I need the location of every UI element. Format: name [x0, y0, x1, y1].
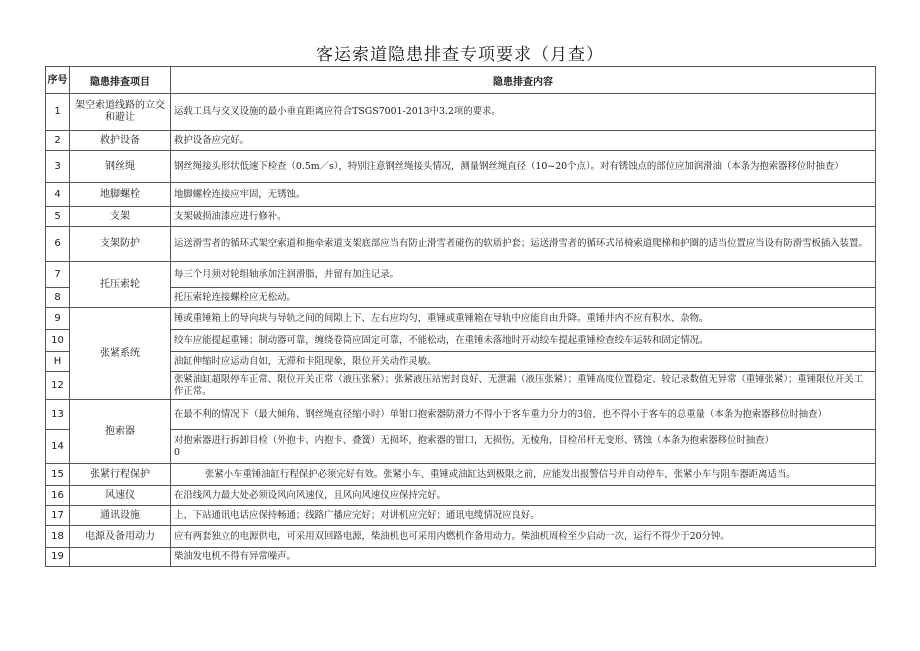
table-row: [46, 288, 876, 308]
header-content: 隐患排查内容: [171, 67, 876, 94]
row-number: 12: [46, 372, 70, 400]
row-item: 架空索道线路的立交和避让: [70, 94, 171, 131]
group-grip: 抱索器: [70, 400, 171, 464]
row-item: 支架防护: [70, 227, 171, 262]
row-content: 运载工具与交叉设施的最小垂直距离应符合TSGS7001-2013中3.2项的要求。: [171, 94, 876, 131]
table-row: [46, 352, 876, 372]
row-number: 7: [46, 262, 70, 288]
row-content: 地脚螺栓连接应牢固，无锈蚀。: [171, 183, 876, 207]
row-content: 救护设备应完好。: [171, 131, 876, 151]
row-content: 上、下站通讯电话应保持畅通；线路广播应完好；对讲机应完好；通讯电缆情况应良好。: [171, 506, 876, 526]
row-number: 3: [46, 151, 70, 183]
table-row: [46, 548, 876, 567]
row-content: 张紧小车重锤油缸行程保护必须完好有效。张紧小车、重锤或油缸达到极限之前，应能发出报警信号并自动停车，张紧小车与阻车器距离适当。: [171, 464, 876, 486]
row-number: 16: [46, 486, 70, 506]
row-number: 4: [46, 183, 70, 207]
table-row: [46, 330, 876, 352]
table-row: [46, 227, 876, 262]
row-content: 支架破损油漆应进行修补。: [171, 207, 876, 227]
row-content: 应有两套独立的电源供电，可采用双回路电源，柴油机也可采用内燃机作备用动力。柴油机周检至少启动一次，运行不得少于20分钟。: [171, 526, 876, 548]
table-row: [46, 464, 876, 486]
row-number: 6: [46, 227, 70, 262]
header-number: 序号: [46, 67, 70, 94]
row-item: 通讯设施: [70, 506, 171, 526]
inspection-table: [45, 66, 876, 567]
row-content: 每三个月须对轮组轴承加注润滑脂，并留有加注记录。: [171, 262, 876, 288]
row-item: 支架: [70, 207, 171, 227]
table-row: [46, 308, 876, 330]
row-item: [70, 548, 171, 567]
table-row: [46, 262, 876, 288]
row-number: 15: [46, 464, 70, 486]
row-number: 5: [46, 207, 70, 227]
row-number: H: [46, 352, 70, 372]
row-number: 13: [46, 400, 70, 430]
row-content: 锤或重锤箱上的导向块与导轨之间的间隙上下、左右应均匀，重锤或重锤箱在导轨中应能自由升降。重锤井内不应有积水、杂物。: [171, 308, 876, 330]
document-title: 客运索道隐患排查专项要求（月查）: [316, 45, 604, 65]
row-content: [171, 430, 876, 464]
row-number: 2: [46, 131, 70, 151]
row-item: 电源及备用动力: [70, 526, 171, 548]
row-content: 托压索轮连接螺栓应无松动。: [171, 288, 876, 308]
row-content: 运送滑雪者的循环式架空索道和拖牵索道支架底部应当有防止滑雪者碰伤的软质护套；运送滑雪者的循环式吊椅索道爬梯和护圈的适当位置应当设有防滑雪板插入装置。: [171, 227, 876, 262]
table-row: [46, 430, 876, 464]
table-header-row: [46, 67, 876, 94]
row-item: 钢丝绳: [70, 151, 171, 183]
row-content: 在最不利的情况下（最大倾角、钢丝绳直径缩小时）单钳口抱索器防滑力不得小于客车重力分力的3倍，也不得小于客车的总重量（本条为抱索器移位时抽查）: [171, 400, 876, 430]
table-row: [46, 131, 876, 151]
row-number: 14: [46, 430, 70, 464]
row-content-extra: 0: [174, 446, 180, 458]
row-number: 8: [46, 288, 70, 308]
row-content: 油缸伸缩时应运动自如，无滞和卡阻现象，限位开关动作灵敏。: [171, 352, 876, 372]
row-content: 张紧油缸超限停车正常、限位开关正常（液压张紧）；张紧液压站密封良好、无泄漏（液压张紧）；重锤高度位置稳定、较记录数值无异常（重锤张紧）；重锤限位开关工作正常。: [171, 372, 876, 400]
row-number: 1: [46, 94, 70, 131]
row-content: 钢丝绳接头形状低速下检查（0.5m／s），特别注意钢丝绳接头情况，测量钢丝绳直径（10~20个点）。对有锈蚀点的部位应加润滑油（本条为抱索器移位时抽查）: [171, 151, 876, 183]
row-number: 10: [46, 330, 70, 352]
table-row: [46, 151, 876, 183]
table-row: [46, 486, 876, 506]
table-row: [46, 94, 876, 131]
group-pressure-wheel: 托压索轮: [70, 262, 171, 308]
row-content: 绞车应能提起重锤；制动器可靠，缠绕卷筒应固定可靠，不能松动，在重锤未落地时开动绞车提起重锤检查绞车运转和固定情况。: [171, 330, 876, 352]
row-content: 柴油发电机不得有异常噪声。: [171, 548, 876, 567]
table-row: [46, 400, 876, 430]
row-number: 18: [46, 526, 70, 548]
header-item: 隐患排查项目: [70, 67, 171, 94]
row-number: 19: [46, 548, 70, 567]
row-item: 风速仪: [70, 486, 171, 506]
row-item: 张紧行程保护: [70, 464, 171, 486]
table-row: [46, 506, 876, 526]
group-tension-system: 张紧系统: [70, 308, 171, 400]
table-row: [46, 183, 876, 207]
row-content-text: 对抱索器进行拆卸目检（外抱卡、内抱卡、叠簧）无损坏，抱索器的钳口，无损伤，无棱角，目检吊杆无变形、锈蚀（本条为抱索器移位时抽查）: [174, 434, 775, 446]
table-row: [46, 526, 876, 548]
table-row: [46, 207, 876, 227]
row-number: 9: [46, 308, 70, 330]
row-item: 救护设备: [70, 131, 171, 151]
row-item: 地脚螺栓: [70, 183, 171, 207]
table-row: [46, 372, 876, 400]
row-number: 17: [46, 506, 70, 526]
row-content: 在沿线风力最大处必须设风向风速仪，且风向风速仪应保持完好。: [171, 486, 876, 506]
